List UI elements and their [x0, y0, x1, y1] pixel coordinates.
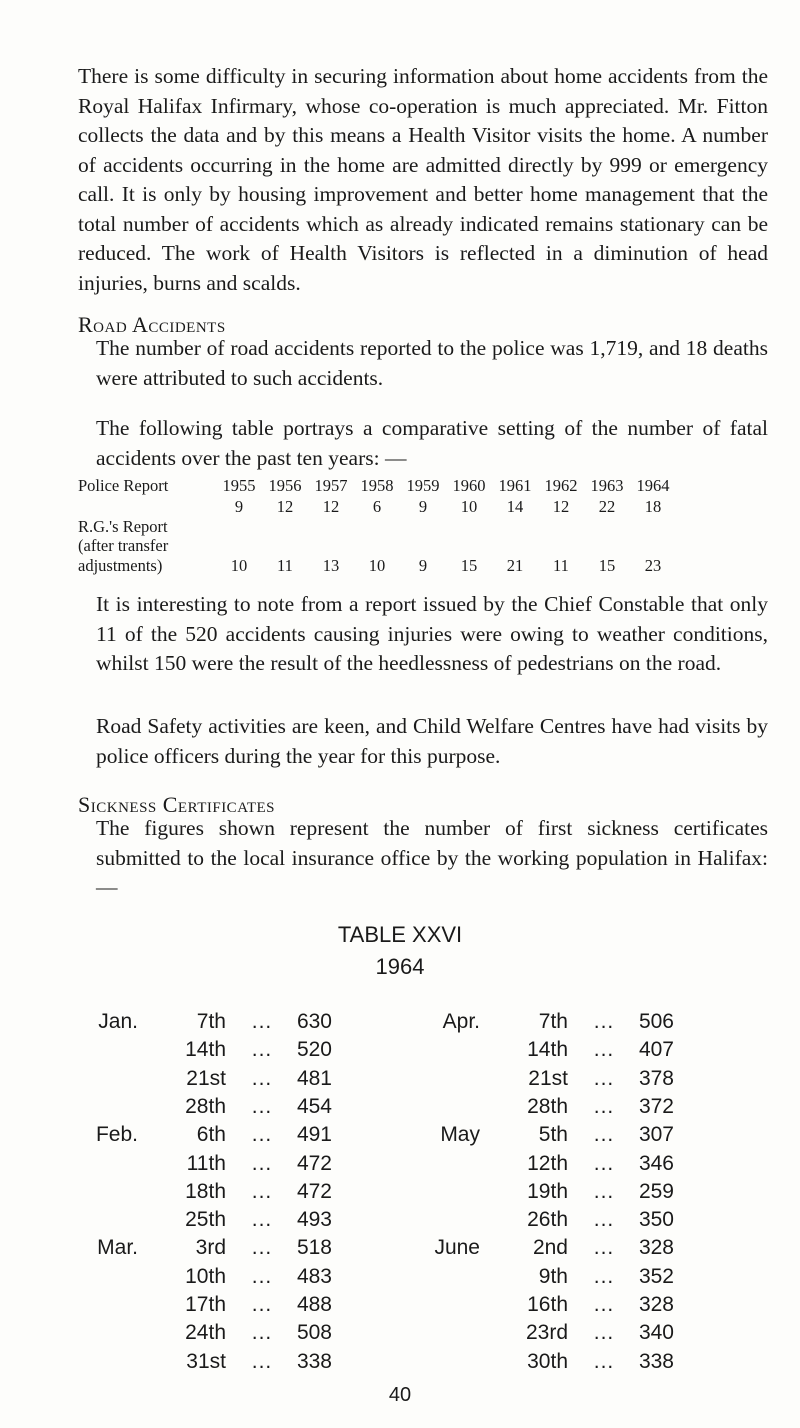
police-cell-9: 18 [644, 497, 662, 516]
leader-dots: ... [251, 1038, 273, 1062]
table-row [78, 1123, 378, 1151]
table-row [78, 1152, 378, 1180]
day-cell: 12th [527, 1151, 568, 1175]
year-cell-0: 1955 [222, 476, 256, 495]
table-row [420, 1152, 740, 1180]
table-row [78, 1067, 378, 1095]
rc-cell-0: 10 [230, 556, 248, 575]
paragraph-road-accidents: The number of road accidents reported to the police was 1,719, and 18 deaths were attributed to such accidents. [96, 336, 768, 390]
value-cell: 328 [638, 1293, 674, 1316]
year-cell-3: 1958 [360, 476, 394, 495]
paragraph-chief-constable: It is interesting to note from a report issued by the Chief Constable that only 11 of the 520 accidents causing injuries were owing to weather conditions, whilst 150 were the result of the heedlessness of pedestrians on the road. [96, 592, 768, 675]
leader-dots: ... [593, 1264, 615, 1288]
leader-dots: ... [251, 1321, 273, 1345]
day-cell: 21st [528, 1066, 568, 1090]
value-cell: 338 [638, 1349, 674, 1373]
value-cell: 483 [296, 1264, 332, 1288]
value-cell: 508 [296, 1321, 332, 1345]
year-cell-7: 1962 [544, 476, 578, 495]
police-cell-8: 22 [598, 497, 616, 516]
leader-dots: ... [593, 1293, 615, 1316]
rc-cell-6: 21 [506, 556, 524, 575]
leader-dots: ... [593, 1236, 615, 1260]
table-row [78, 1208, 378, 1236]
day-cell: 30th [527, 1349, 568, 1373]
table-row [420, 1180, 740, 1208]
leader-dots: ... [251, 1010, 273, 1033]
police-cell-5: 10 [460, 497, 478, 516]
leader-dots: ... [593, 1208, 615, 1232]
value-cell: 259 [638, 1179, 674, 1203]
police-cell-1: 12 [276, 497, 294, 516]
day-cell: 24th [185, 1321, 226, 1345]
month-cell: Jan. [98, 1010, 138, 1033]
fatal-accidents-table [78, 476, 778, 576]
value-cell: 350 [638, 1208, 674, 1232]
value-cell: 518 [296, 1236, 332, 1260]
rc-cell-4: 9 [418, 556, 428, 575]
paragraph-home-accidents: There is some difficulty in securing information about home accidents from the Royal Halifax Infirmary, whose co-operation is much appreciated. Mr. Fitton collects the data and by this means a Health Visitor visits the home. A number of accidents occurring in the home are admitted directly by 999 or emergency call. It is only by housing improvement and better home management that the total number of accidents which as already indicated remains stationary can be reduced. The work of Health Visitors is reflected in a diminution of head injuries, burns and scalds. [78, 64, 768, 295]
leader-dots: ... [593, 1066, 615, 1090]
day-cell: 3rd [195, 1236, 226, 1260]
value-cell: 378 [638, 1066, 674, 1090]
value-cell: 491 [296, 1123, 332, 1147]
table-row [78, 1180, 378, 1208]
day-cell: 2nd [532, 1236, 568, 1260]
day-cell: 14th [527, 1038, 568, 1062]
table-row [420, 1067, 740, 1095]
paragraph-sickness: The figures shown represent the number of first sickness certificates submitted to the local insurance office by the working population in Halifax: — [96, 816, 768, 899]
year-cell-8: 1963 [590, 476, 624, 495]
value-cell: 346 [638, 1151, 674, 1175]
year-cell-5: 1960 [452, 476, 486, 495]
day-cell: 18th [185, 1179, 226, 1203]
table-row [420, 1265, 740, 1293]
value-cell: 506 [638, 1010, 674, 1033]
table-year: 1964 [375, 954, 425, 979]
day-cell: 10th [185, 1264, 226, 1288]
value-cell: 454 [296, 1094, 332, 1118]
rc-cell-3: 10 [368, 556, 386, 575]
day-cell: 7th [538, 1010, 568, 1033]
leader-dots: ... [251, 1151, 273, 1175]
day-cell: 28th [185, 1094, 226, 1118]
day-cell: 21st [186, 1066, 226, 1090]
day-cell: 28th [527, 1094, 568, 1118]
table-row [420, 1010, 740, 1038]
table-row [420, 1350, 740, 1378]
table-row [78, 1038, 378, 1066]
value-cell: 488 [296, 1293, 332, 1316]
police-cell-0: 9 [234, 497, 244, 516]
value-cell: 328 [638, 1236, 674, 1260]
year-cell-2: 1957 [314, 476, 348, 495]
month-cell: Apr. [442, 1010, 480, 1033]
rc-cell-5: 15 [460, 556, 478, 575]
table-title: TABLE XXVI [337, 922, 463, 947]
sickness-table-left [78, 1010, 378, 1380]
leader-dots: ... [593, 1349, 615, 1373]
value-cell: 472 [296, 1151, 332, 1175]
day-cell: 6th [196, 1123, 226, 1147]
table-row [78, 1010, 378, 1038]
value-cell: 307 [638, 1123, 674, 1147]
page-number: 40 [388, 1384, 412, 1406]
day-cell: 23rd [525, 1321, 568, 1345]
leader-dots: ... [593, 1151, 615, 1175]
table-row [420, 1038, 740, 1066]
day-cell: 7th [196, 1010, 226, 1033]
leader-dots: ... [251, 1264, 273, 1288]
leader-dots: ... [593, 1094, 615, 1118]
rc-cell-1: 11 [277, 556, 293, 575]
table-row [78, 1095, 378, 1123]
leader-dots: ... [251, 1236, 273, 1260]
table-row [420, 1321, 740, 1349]
police-cell-2: 12 [322, 497, 340, 516]
day-cell: 14th [185, 1038, 226, 1062]
month-cell: Mar. [97, 1236, 138, 1260]
leader-dots: ... [251, 1066, 273, 1090]
table-row [78, 1350, 378, 1378]
month-cell: Feb. [95, 1123, 138, 1147]
day-cell: 11th [186, 1151, 226, 1175]
heading-road-accidents: Road Accidents [78, 312, 226, 337]
day-cell: 31st [186, 1349, 226, 1373]
value-cell: 481 [296, 1066, 332, 1090]
rc-cell-9: 23 [644, 556, 662, 575]
rc-cell-7: 11 [553, 556, 569, 575]
year-cell-4: 1959 [406, 476, 440, 495]
value-cell: 338 [296, 1349, 332, 1373]
value-cell: 493 [296, 1208, 332, 1232]
police-cell-7: 12 [552, 497, 570, 516]
value-cell: 520 [296, 1038, 332, 1062]
leader-dots: ... [593, 1123, 615, 1147]
leader-dots: ... [251, 1208, 273, 1232]
value-cell: 407 [638, 1038, 674, 1062]
year-cell-6: 1961 [498, 476, 532, 495]
sickness-table-right [420, 1010, 740, 1380]
rc-label-3: adjustments) [78, 556, 163, 575]
leader-dots: ... [593, 1038, 615, 1062]
leader-dots: ... [593, 1010, 615, 1033]
police-report-label: Police Report [78, 476, 169, 495]
leader-dots: ... [593, 1179, 615, 1203]
day-cell: 16th [527, 1293, 568, 1316]
table-row [78, 1236, 378, 1264]
year-cell-1: 1956 [268, 476, 302, 495]
police-cell-4: 9 [418, 497, 428, 516]
paragraph-road-safety: Road Safety activities are keen, and Child Welfare Centres have had visits by police officers during the year for this purpose. [96, 714, 768, 768]
leader-dots: ... [251, 1293, 273, 1316]
day-cell: 9th [538, 1264, 568, 1288]
table-row [420, 1123, 740, 1151]
paragraph-table-intro: The following table portrays a comparative setting of the number of fatal accidents over the past ten years: — [96, 416, 768, 470]
year-cell-9: 1964 [636, 476, 670, 495]
table-row [78, 1293, 378, 1321]
table-row [420, 1095, 740, 1123]
value-cell: 372 [638, 1094, 674, 1118]
day-cell: 25th [185, 1208, 226, 1232]
table-row [420, 1208, 740, 1236]
leader-dots: ... [593, 1321, 615, 1345]
day-cell: 19th [527, 1179, 568, 1203]
heading-sickness-certificates: Sickness Certificates [78, 792, 276, 817]
rc-label-1: R.G.'s Report [78, 517, 168, 536]
day-cell: 5th [538, 1123, 568, 1147]
month-cell: June [434, 1236, 480, 1260]
value-cell: 340 [638, 1321, 674, 1345]
leader-dots: ... [251, 1179, 273, 1203]
value-cell: 472 [296, 1179, 332, 1203]
value-cell: 630 [296, 1010, 332, 1033]
police-cell-3: 6 [372, 497, 382, 516]
table-row [78, 1321, 378, 1349]
rc-cell-8: 15 [598, 556, 616, 575]
rc-cell-2: 13 [322, 556, 340, 575]
table-row [420, 1236, 740, 1264]
month-cell: May [440, 1123, 480, 1147]
table-row [420, 1293, 740, 1321]
police-cell-6: 14 [506, 497, 524, 516]
day-cell: 17th [185, 1293, 226, 1316]
value-cell: 352 [638, 1264, 674, 1288]
leader-dots: ... [251, 1349, 273, 1373]
day-cell: 26th [527, 1208, 568, 1232]
leader-dots: ... [251, 1094, 273, 1118]
table-row [78, 1265, 378, 1293]
rc-label-2: (after transfer [78, 536, 169, 555]
leader-dots: ... [251, 1123, 273, 1147]
